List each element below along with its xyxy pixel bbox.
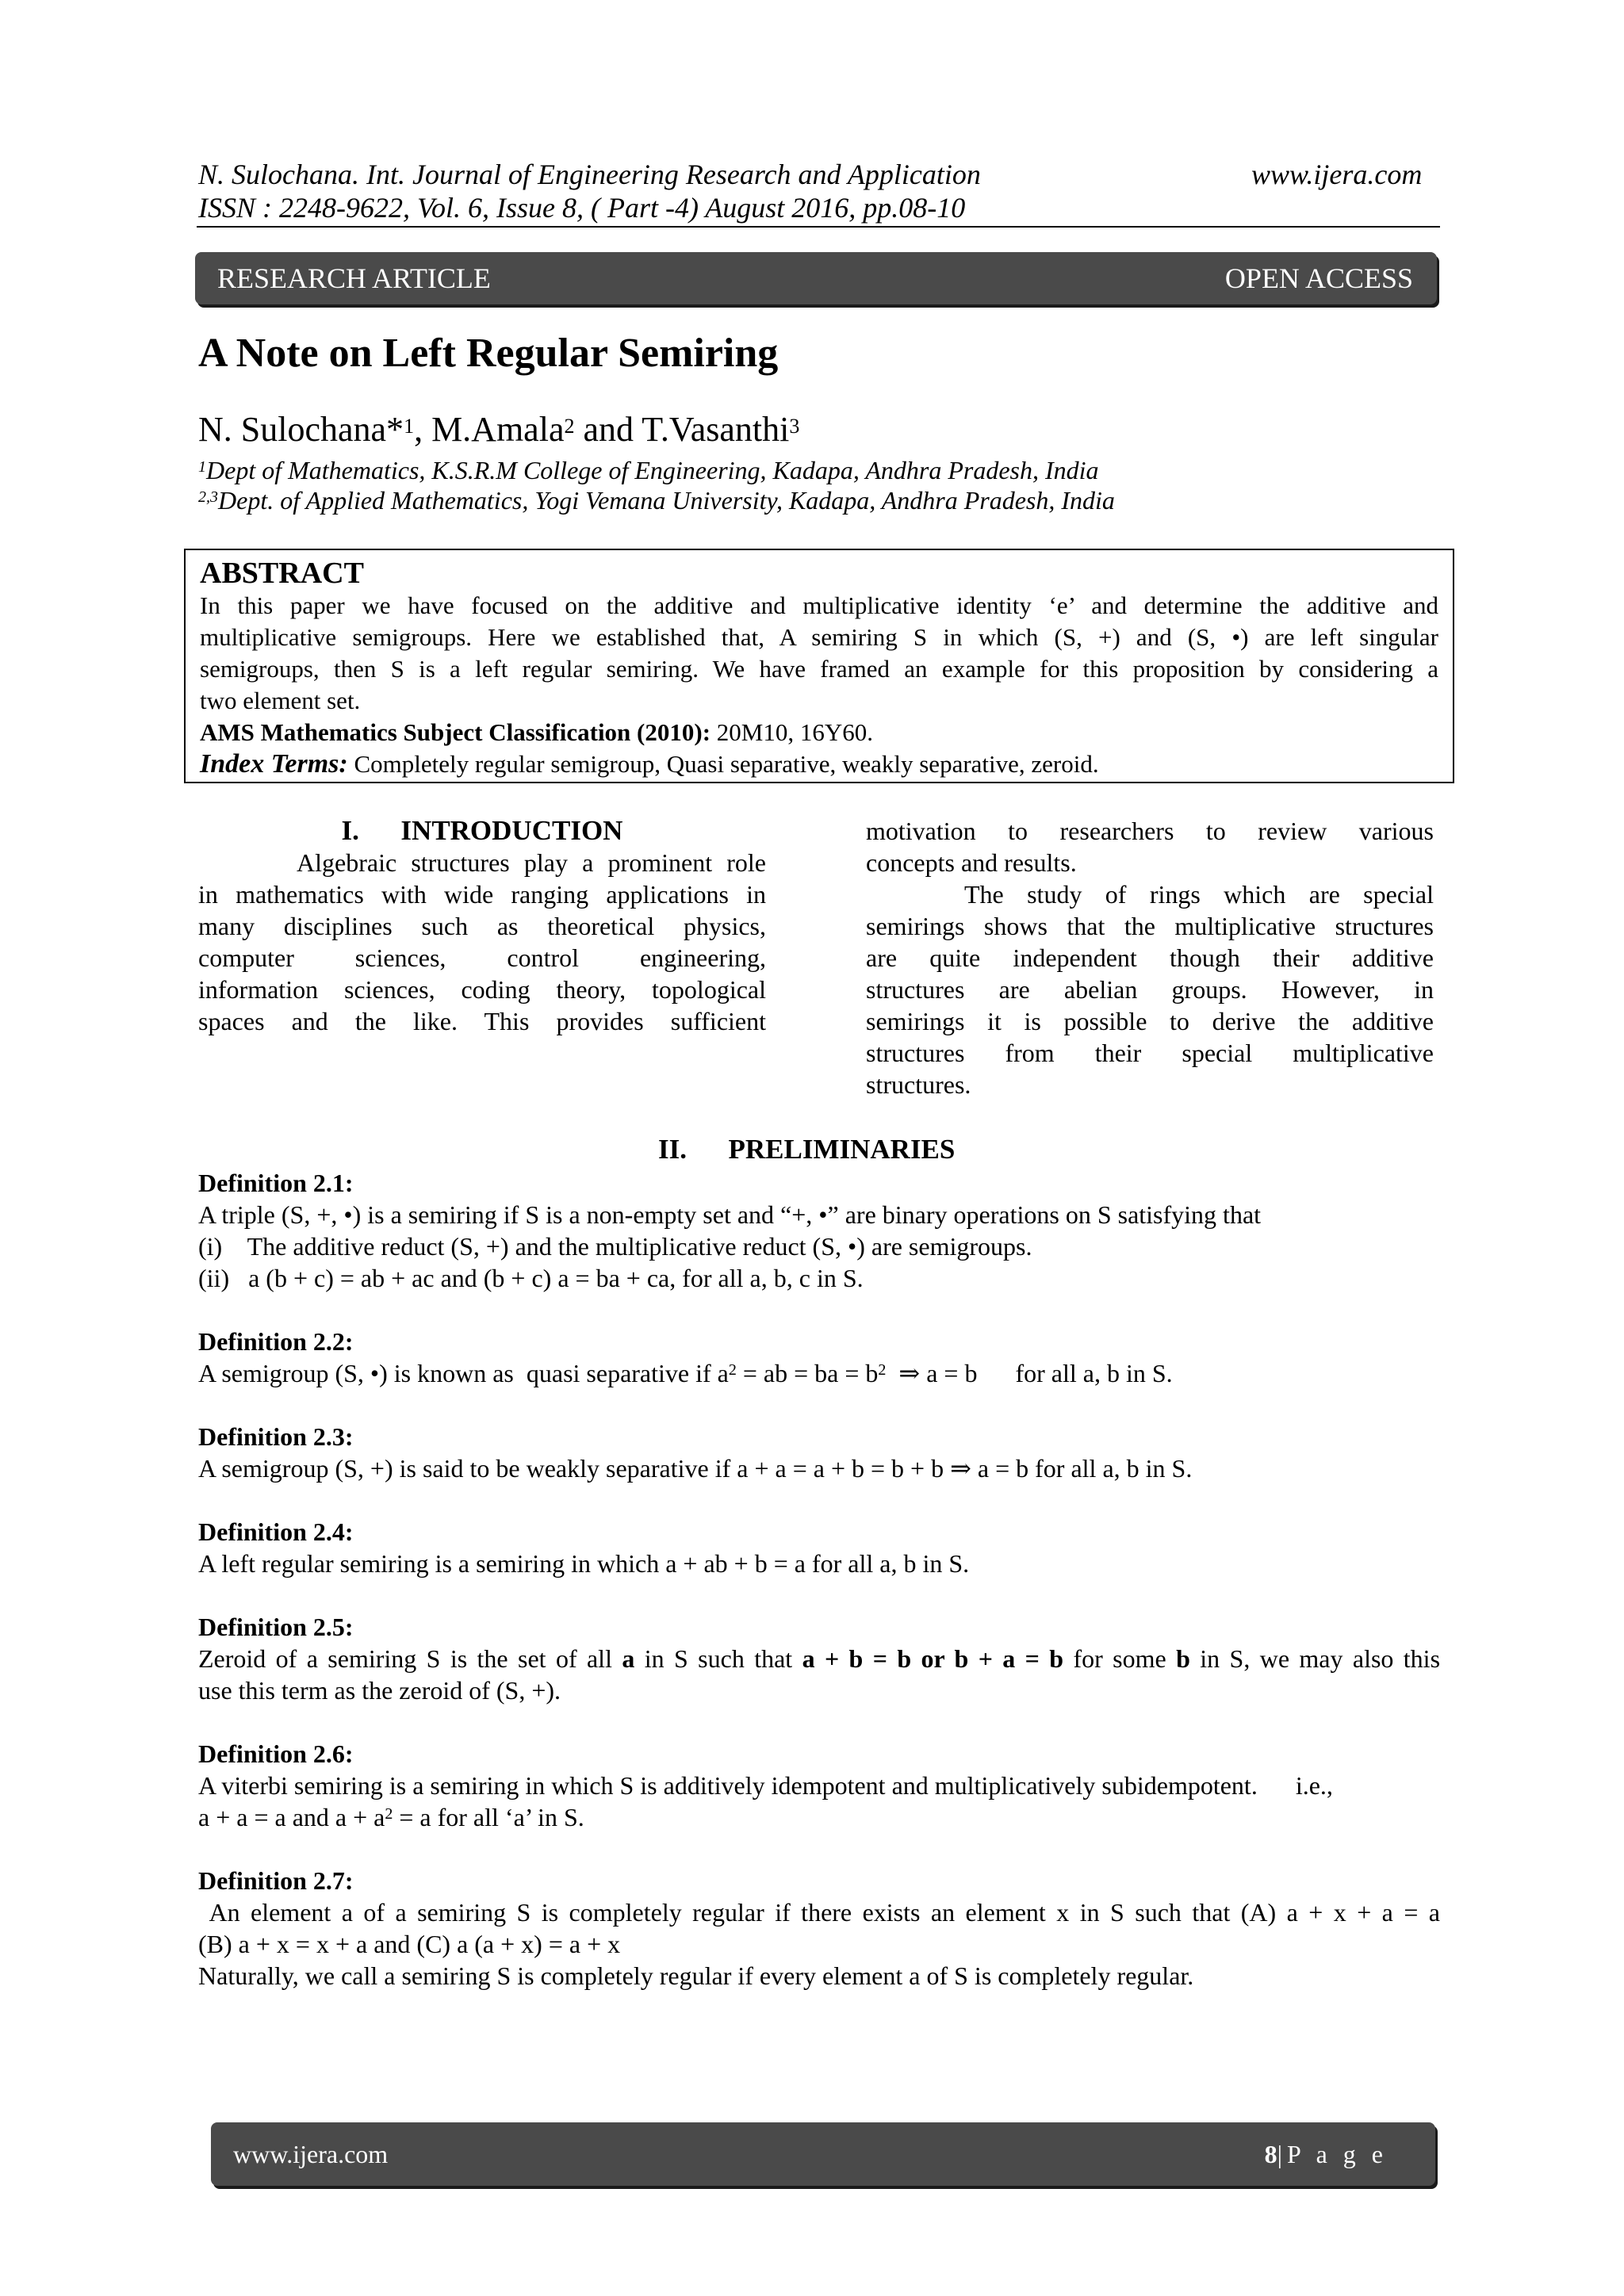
intro-line: information sciences, coding theory, topological <box>198 975 766 1004</box>
ams-value: 20M10, 16Y60. <box>710 718 873 746</box>
definition-title: Definition 2.5: <box>198 1613 354 1641</box>
definition-title: Definition 2.4: <box>198 1517 354 1546</box>
intro-line: structures are abelian groups. However, in <box>866 975 1434 1004</box>
abstract-line: In this paper we have focused on the additive and multiplicative identity ‘e’ and determine the additive and <box>200 591 1438 619</box>
superscript: 2 <box>728 1361 737 1379</box>
definition-title: Definition 2.1: <box>198 1169 354 1197</box>
definition-text-part: = ab = ba = b <box>736 1359 879 1387</box>
affiliation-1-sup: 1 <box>198 458 206 476</box>
intro-line: semirings shows that the multiplicative structures <box>866 912 1434 940</box>
intro-line: computer sciences, control engineering, <box>198 943 766 972</box>
intro-line: The study of rings which are special <box>964 880 1434 909</box>
affiliation-2-sup: 2,3 <box>198 488 218 506</box>
intro-line: Algebraic structures play a prominent role <box>297 848 766 877</box>
index-terms-value: Completely regular semigroup, Quasi separative, weakly separative, zeroid. <box>347 750 1099 778</box>
page-number: 8 <box>1264 2140 1277 2168</box>
journal-website[interactable]: www.ijera.com <box>1251 159 1423 190</box>
definition-text: An element a of a semiring S is completely regular if there exists an element x in S such that (A) a + x + a = a <box>198 1898 1441 1927</box>
open-access-label: OPEN ACCESS <box>1224 262 1413 294</box>
abstract-line: two element set. <box>200 687 361 714</box>
definition-text: (ii) a (b + c) = ab + ac and (b + c) a = ba + ca, for all a, b, c in S. <box>198 1264 864 1292</box>
page-label: |P a g e <box>1277 2140 1388 2168</box>
author-line <box>198 408 799 452</box>
abstract-heading: ABSTRACT <box>200 557 364 590</box>
intro-line: semirings it is possible to derive the additive <box>866 1007 1434 1035</box>
intro-heading: I. INTRODUCTION <box>341 815 623 846</box>
superscript: 2 <box>385 1805 393 1823</box>
definition-text: A triple (S, +, •) is a semiring if S is a non-empty set and “+, •” are binary operations on S satisfying that <box>198 1200 1262 1229</box>
definitions-section <box>198 1167 1440 1992</box>
affiliation-2 <box>198 485 1115 515</box>
definition-text: (B) a + x = x + a and (C) a (a + x) = a + x <box>198 1930 621 1958</box>
ams-classification <box>200 717 1438 748</box>
definition-text: use this term as the zeroid of (S, +). <box>198 1676 561 1705</box>
article-type-banner <box>195 252 1437 304</box>
author-2-affil: 2 <box>564 415 575 438</box>
preliminaries-heading: II. PRELIMINARIES <box>658 1134 956 1165</box>
definition-title: Definition 2.3: <box>198 1422 354 1451</box>
intro-line: motivation to researchers to review various <box>866 817 1434 845</box>
issn-line: ISSN : 2248-9622, Vol. 6, Issue 8, ( Part -4) August 2016, pp.08-10 <box>198 192 966 224</box>
author-1-affil: 1 <box>404 415 415 438</box>
intro-line: concepts and results. <box>866 848 1077 877</box>
definition-text-part: a + a = a and a + a <box>198 1803 385 1831</box>
definition-title: Definition 2.7: <box>198 1866 354 1895</box>
page-footer <box>211 2122 1435 2186</box>
definition-bold-part: a + b = b or b + a = b <box>802 1644 1064 1673</box>
abstract-line: multiplicative semigroups. Here we established that, A semiring S in which (S, +) and (S, •) are left singular <box>200 623 1438 651</box>
intro-line: many disciplines such as theoretical physics, <box>198 912 766 940</box>
definition-text <box>198 1801 1440 1833</box>
ams-label: AMS Mathematics Subject Classification (2010): <box>200 718 711 746</box>
definition-text-part: = a for all ‘a’ in S. <box>393 1803 584 1831</box>
journal-line: N. Sulochana. Int. Journal of Engineering Research and Application <box>198 159 981 190</box>
intro-line: structures from their special multiplicative <box>866 1039 1434 1067</box>
index-terms-label: Index Terms: <box>200 749 348 779</box>
definition-bold-part: a <box>622 1644 635 1673</box>
affiliation-2-text: Dept. of Applied Mathematics, Yogi Vemana University, Kadapa, Andhra Pradesh, India <box>218 486 1115 515</box>
intro-right-column <box>866 815 1434 1100</box>
affiliation-1-text: Dept of Mathematics, K.S.R.M College of Engineering, Kadapa, Andhra Pradesh, India <box>206 456 1099 484</box>
definition-text-part: Zeroid of a semiring S is the set of all <box>198 1644 622 1673</box>
author-2: , M.Amala <box>414 410 565 449</box>
definition-text-part: for some <box>1063 1644 1177 1673</box>
paper-title: A Note on Left Regular Semiring <box>198 331 779 376</box>
affiliation-1 <box>198 455 1099 485</box>
research-article-label: RESEARCH ARTICLE <box>217 262 491 294</box>
index-terms <box>200 748 1438 780</box>
definition-text: A semigroup (S, +) is said to be weakly separative if a + a = a + b = b + b ⇒ a = b for all a, b in S. <box>198 1454 1193 1483</box>
definition-text-part: in S such that <box>634 1644 802 1673</box>
intro-line: spaces and the like. This provides sufficient <box>198 1007 766 1035</box>
definition-text-part: ⇒ a = b for all a, b in S. <box>886 1359 1173 1387</box>
definition-text-part: in S, we may also this <box>1189 1644 1441 1673</box>
intro-line: in mathematics with wide ranging applications in <box>198 880 766 909</box>
author-3: and T.Vasanthi <box>574 410 790 449</box>
intro-left-column <box>198 815 766 1037</box>
definition-title: Definition 2.2: <box>198 1327 354 1356</box>
definition-text: A viterbi semiring is a semiring in which S is additively idempotent and multiplicatively subidempotent. i.e., <box>198 1771 1333 1800</box>
definition-text <box>198 1357 1440 1389</box>
superscript: 2 <box>878 1361 887 1379</box>
definition-text: Naturally, we call a semiring S is completely regular if every element a of S is completely regular. <box>198 1961 1194 1990</box>
definition-text: (i) The additive reduct (S, +) and the multiplicative reduct (S, •) are semigroups. <box>198 1232 1032 1261</box>
intro-line: structures. <box>866 1070 971 1099</box>
definition-text: A left regular semiring is a semiring in which a + ab + b = a for all a, b in S. <box>198 1549 970 1578</box>
intro-line: are quite independent though their additive <box>866 943 1434 972</box>
header-rule <box>197 226 1440 228</box>
definition-bold-part: b <box>1176 1644 1190 1673</box>
page-indicator <box>1265 2122 1388 2186</box>
author-1: N. Sulochana* <box>198 410 404 449</box>
definition-text-part: A semigroup (S, •) is known as quasi separative if a <box>198 1359 729 1387</box>
definition-title: Definition 2.6: <box>198 1739 354 1768</box>
abstract-line: semigroups, then S is a left regular semiring. We have framed an example for this proposition by considering a <box>200 655 1438 683</box>
definition-text <box>198 1643 1440 1674</box>
abstract-box <box>184 549 1454 783</box>
author-3-affil: 3 <box>789 415 800 438</box>
footer-website-link[interactable]: www.ijera.com <box>233 2140 389 2168</box>
